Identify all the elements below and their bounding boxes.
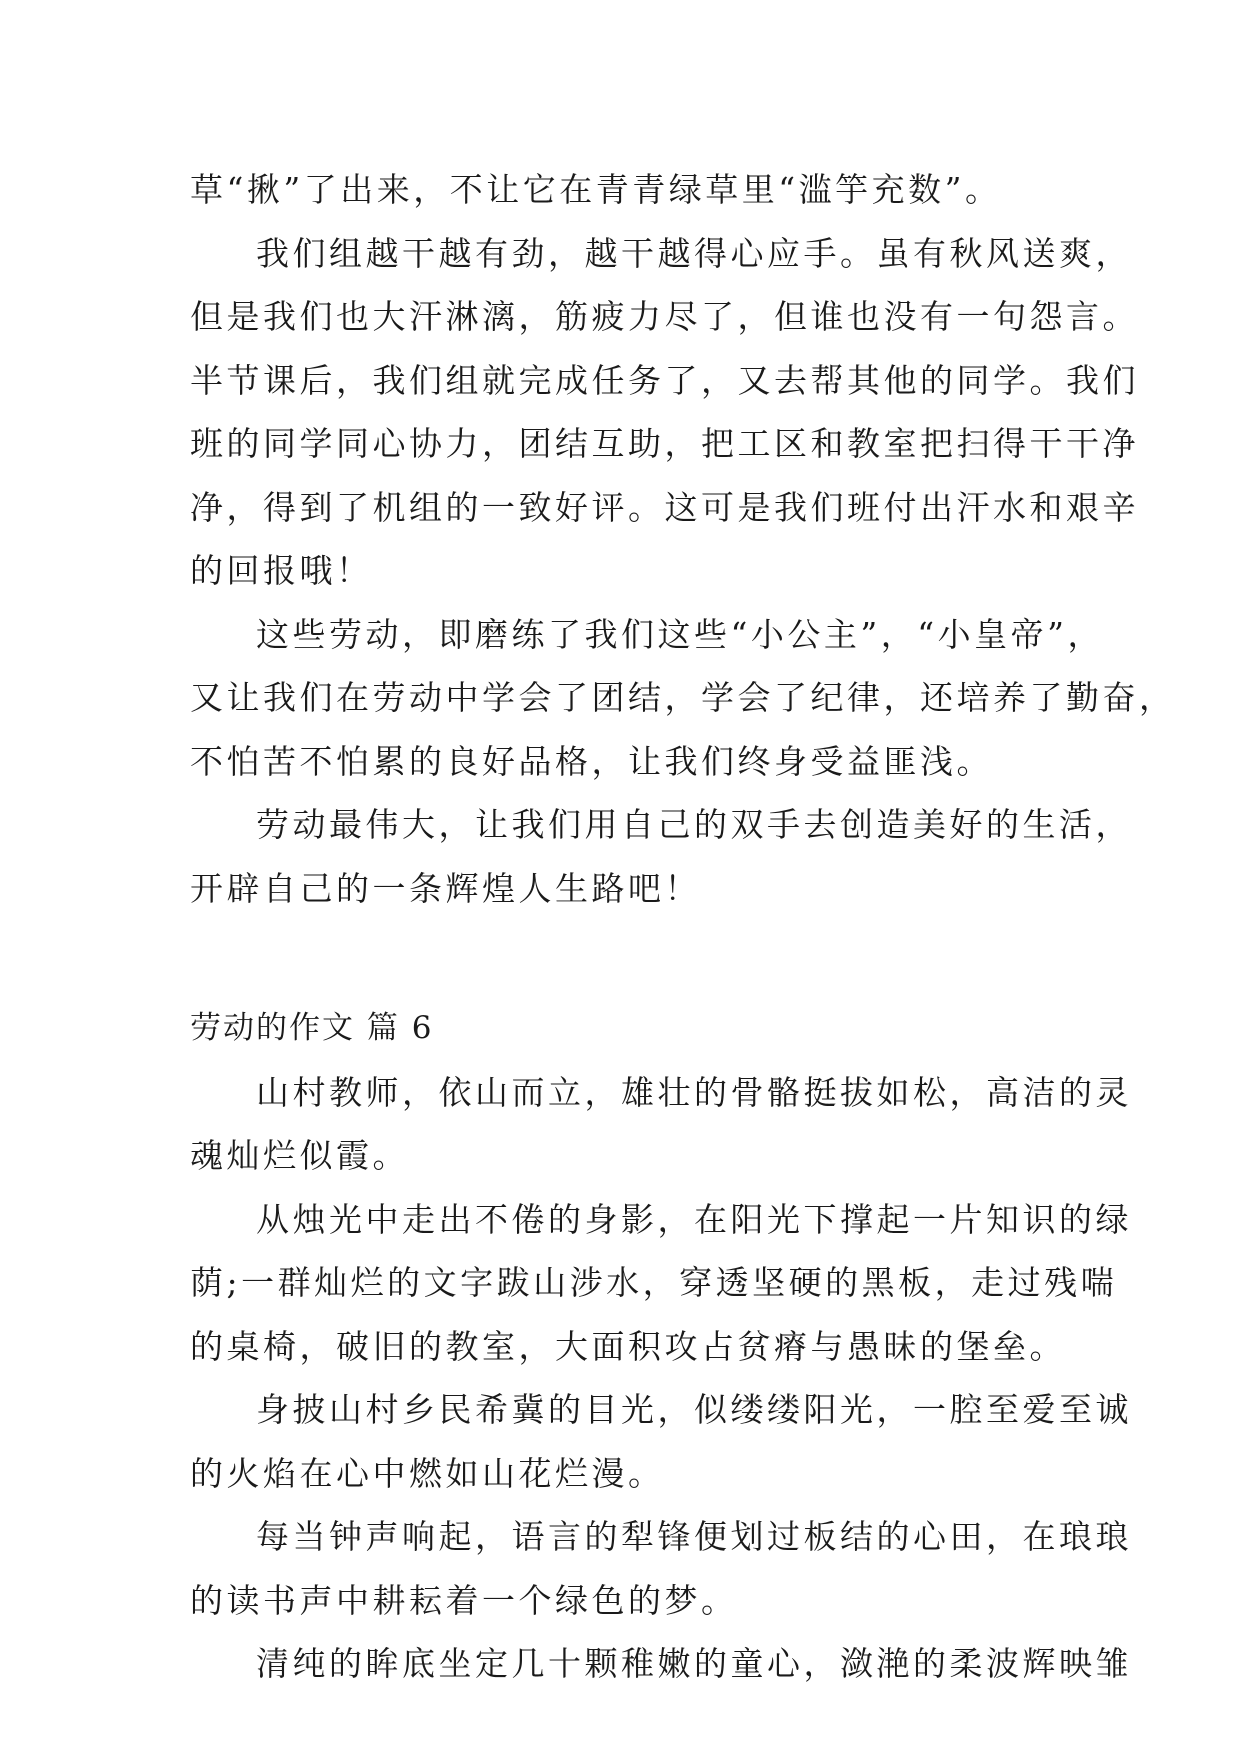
- paragraph: [190, 158, 1070, 222]
- text-line: 魂灿烂似霞。: [190, 1136, 409, 1175]
- text-line: 每当钟声响起，语言的犁锋便划过板结的心田，在琅琅: [256, 1517, 1132, 1556]
- text-line: 不怕苦不怕累的良好品格，让我们终身受益匪浅。: [190, 741, 993, 781]
- paragraph: [190, 1188, 1132, 1379]
- paragraph: [190, 222, 1139, 603]
- text-line: 从烛光中走出不倦的身影，在阳光下撑起一片知识的绿: [256, 1199, 1132, 1239]
- text-line: 的回报哦！: [190, 551, 373, 590]
- paragraph: [190, 1378, 1132, 1505]
- text-line: 的桌椅，破旧的教室，大面积攻占贫瘠与愚昧的堡垒。: [190, 1326, 1066, 1366]
- text-line: 山村教师，依山而立，雄壮的骨骼挺拔如松，高洁的灵: [256, 1072, 1132, 1112]
- text-line: 的火焰在心中燃如山花烂漫。: [190, 1453, 665, 1493]
- text-line: 班的同学同心协力，团结互助，把工区和教室把扫得干干净: [190, 424, 1139, 463]
- text-line: 半节课后，我们组就完成任务了，又去帮其他的同学。我们: [190, 360, 1139, 400]
- text-line: 草“揪”了出来，不让它在青青绿草里“滥竽充数”。: [190, 170, 1002, 209]
- paragraph: [190, 1061, 1132, 1188]
- section-title: 劳动的作文 篇 6: [190, 1010, 434, 1046]
- text-line: 开辟自己的一条辉煌人生路吧！: [190, 868, 701, 908]
- document-body: [190, 158, 1176, 1696]
- text-line: 这些劳动，即磨练了我们这些“小公主”，“小皇帝”，: [256, 614, 1104, 654]
- text-line: 身披山村乡民希冀的目光，似缕缕阳光，一腔至爱至诚: [256, 1390, 1132, 1429]
- paragraph: [190, 1632, 1132, 1696]
- text-line: 劳动最伟大，让我们用自己的双手去创造美好的生活，: [256, 805, 1132, 844]
- text-line: 我们组越干越有劲，越干越得心应手。虽有秋风送爽，: [256, 233, 1132, 273]
- text-line: 的读书声中耕耘着一个绿色的梦。: [190, 1580, 738, 1620]
- text-line: 但是我们也大汗淋漓，筋疲力尽了，但谁也没有一句怨言。: [190, 297, 1139, 336]
- text-line: 又让我们在劳动中学会了团结，学会了纪律，还培养了勤奋，: [190, 678, 1176, 717]
- text-line: 荫;一群灿烂的文字跋山涉水，穿透坚硬的黑板，走过残喘: [190, 1263, 1118, 1302]
- text-line: 清纯的眸底坐定几十颗稚嫩的童心，潋滟的柔波辉映雏: [256, 1644, 1132, 1683]
- paragraph: [190, 603, 1176, 794]
- text-line: 净，得到了机组的一致好评。这可是我们班付出汗水和艰辛: [190, 487, 1139, 527]
- paragraph: [190, 1505, 1132, 1632]
- paragraph: [190, 793, 1132, 920]
- section-spacer: [190, 920, 1070, 997]
